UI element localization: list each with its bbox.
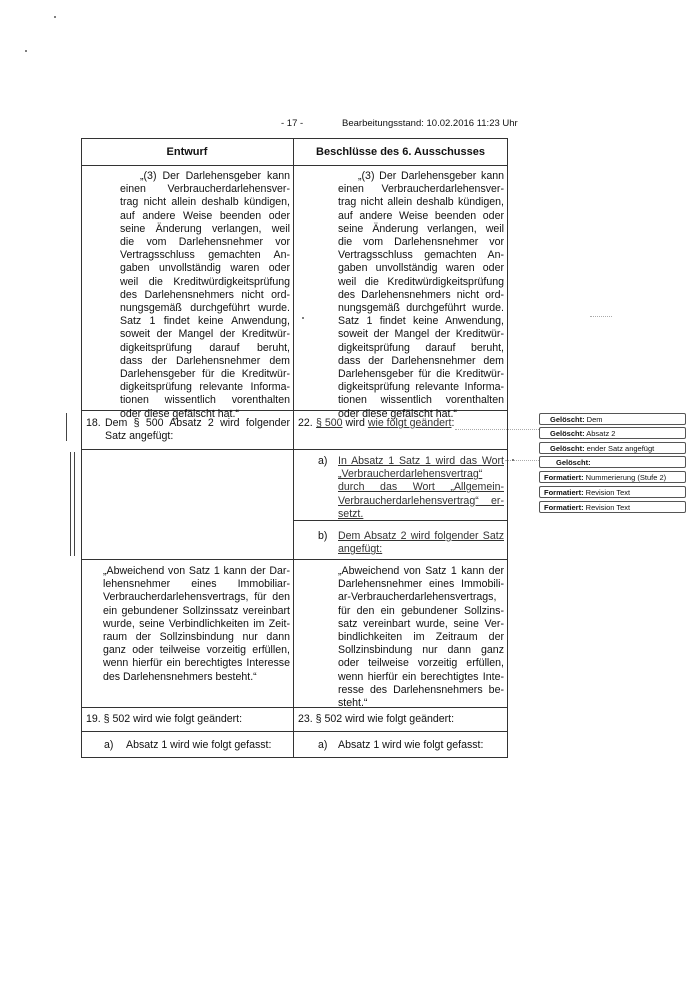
revision-connector (455, 429, 539, 430)
text-line: seine Änderung verlangen, weil (338, 222, 504, 235)
text-line: die vom Darlehensnehmer vor (120, 236, 290, 249)
scan-speck (512, 459, 514, 461)
text-line: Dem Absatz 2 wird folgender Satz (338, 530, 504, 542)
left-item-a-label: a) (104, 739, 114, 751)
text-line: soweit der Mangel der Kreditwür- (120, 328, 290, 341)
text-line: Verbraucherdarlehensvertrags, für den (103, 591, 290, 604)
comment-balloon-deleted-dem[interactable]: Gelöscht: Dem (539, 413, 686, 425)
text-line: digkeitsprüfung darauf beruht, (338, 341, 504, 354)
heading-entwurf: Entwurf (166, 146, 208, 158)
text-line: steht.“ (338, 697, 368, 710)
item-a-label: a) (318, 455, 328, 467)
comment-balloon-formatted-revision[interactable]: Formatiert: Revision Text (539, 501, 686, 513)
row-divider (81, 165, 508, 166)
row-divider (81, 449, 508, 450)
text-line: lehensnehmer eines Immobiliar- (103, 578, 290, 591)
comment-balloon-deleted-absatz[interactable]: Gelöscht: Absatz 2 (539, 427, 686, 439)
edit-status: Bearbeitungsstand: 10.02.2016 11:23 Uhr (342, 118, 518, 129)
text-line: Satz 1 findet keine Anwendung, (338, 315, 504, 328)
comment-balloon-deleted[interactable]: Gelöscht: (539, 456, 686, 468)
text-line: einen Verbraucherdarlehensver- (338, 183, 504, 196)
text-line: des Darlehensnehmers besteht.“ (103, 670, 257, 683)
text-line: „Abweichend von Satz 1 kann der Dar- (103, 565, 290, 577)
item-22-number: 22. (298, 417, 313, 429)
text-line: einen Verbraucherdarlehensver- (120, 183, 290, 196)
item-b-label: b) (318, 530, 328, 542)
left-paragraph-3 (120, 170, 290, 421)
text-line: satz vereinbart wurde, seine Ver- (338, 617, 504, 630)
row-divider (81, 731, 508, 732)
change-bar (70, 452, 71, 556)
text-line: dass der Darlehensnehmer dem (120, 354, 290, 367)
text-line: oder diese gefälscht hat.“ (338, 407, 457, 420)
text-line: „(3) Der Darlehensgeber kann (140, 170, 290, 182)
text-line: oder teilweise vorzeitig erfüllen, (338, 657, 504, 670)
revision-connector (590, 316, 612, 317)
row-divider (81, 559, 508, 560)
item-22-paragraph-ref: § 500 (316, 417, 343, 429)
item-22-text (316, 417, 454, 430)
text-line: Vertragsschluss gemachten An- (120, 249, 290, 262)
item-b-text (338, 530, 504, 556)
text-line: angefügt: (338, 543, 383, 556)
text-line: „(3) Der Darlehensgeber kann (358, 170, 504, 182)
text-line: Darlehensnehmer eines Immobili- (338, 578, 504, 591)
heading-beschluesse: Beschlüsse des 6. Ausschusses (316, 146, 485, 158)
scan-speck (302, 317, 304, 319)
scan-speck (54, 16, 56, 18)
comment-balloon-deleted-satz[interactable]: Gelöscht: ender Satz angefügt (539, 442, 686, 454)
scan-speck (25, 50, 27, 52)
item-22-colon: : (451, 417, 455, 429)
item-18-text-line1: Dem § 500 Absatz 2 wird folgender (105, 417, 290, 429)
right-paragraph-3 (338, 170, 504, 421)
text-line: die vom Darlehensnehmer vor (338, 236, 504, 249)
text-line: Satz 1 findet keine Anwendung, (120, 315, 290, 328)
right-item-a-text: Absatz 1 wird wie folgt gefasst: (338, 739, 484, 751)
left-new-sentence (103, 565, 290, 684)
text-line: ein gebundener Sollzinssatz vereinbart (103, 604, 290, 617)
item-18-text-line2: Satz angefügt: (105, 430, 174, 442)
page-number: - 17 - (281, 118, 304, 129)
item-19-text: 19. § 502 wird wie folgt geändert: (86, 713, 243, 725)
text-line: durch das Wort „Allgemein- (338, 481, 504, 494)
text-line: Darlehensgeber für die Kreditwür- (120, 368, 290, 381)
right-new-sentence (338, 565, 504, 710)
column-divider (293, 138, 294, 758)
item-a-text (338, 455, 504, 521)
text-line: digkeitsprüfung darauf beruht, (120, 341, 290, 354)
left-item-a-text: Absatz 1 wird wie folgt gefasst: (126, 739, 272, 751)
text-line: gaben unvollständig waren oder (120, 262, 290, 275)
text-line: „Abweichend von Satz 1 kann der (338, 565, 504, 577)
text-line: raum der Sollzinsbindung nur dann (103, 631, 290, 644)
text-line: wenn hierfür ein berechtigtes Interesse (103, 657, 290, 670)
text-line: In Absatz 1 Satz 1 wird das Wort (338, 455, 504, 467)
text-line: Vertragsschluss gemachten An- (338, 249, 504, 262)
text-line: des Darlehensnehmers nicht ord- (120, 288, 290, 301)
text-line: ar-Verbraucherdarlehensvertrags, (338, 591, 497, 604)
text-line: nungsgemäß durchgeführt wurde. (120, 302, 290, 315)
text-line: oder diese gefälscht hat.“ (120, 407, 239, 420)
item-18-number: 18. (86, 417, 101, 429)
text-line: resse des Darlehensnehmers be- (338, 683, 504, 696)
text-line: ganz oder teilweise vorzeitig erfüllen, (103, 644, 290, 657)
text-line: des Darlehensnehmers nicht ord- (338, 288, 504, 301)
text-line: trag nicht allein deshalb kündigen, (338, 196, 504, 209)
text-line: digkeitsprüfung relevante Informa- (120, 381, 290, 394)
text-line: digkeitsprüfung relevante Informa- (338, 381, 504, 394)
change-bar (66, 413, 67, 441)
text-line: gaben unvollständig waren oder (338, 262, 504, 275)
text-line: auf andere Weise beenden oder (120, 209, 290, 222)
text-line: seine Änderung verlangen, weil (120, 222, 290, 235)
text-line: wenn hierfür ein berechtigtes Inte- (338, 670, 504, 683)
text-line: „Verbraucherdarlehensvertrag“ (338, 468, 483, 481)
text-line: tionen wissentlich vorenthalten (338, 394, 504, 407)
text-line: weil die Kreditwürdigkeitsprüfung (338, 275, 504, 288)
revision-connector (505, 460, 539, 461)
text-line: weil die Kreditwürdigkeitsprüfung (120, 275, 290, 288)
text-line: bindlichkeiten im Zeitraum der (338, 631, 504, 644)
right-item-a-label: a) (318, 739, 328, 751)
text-line: soweit der Mangel der Kreditwür- (338, 328, 504, 341)
text-line: Verbraucherdarlehensvertrag“ er- (338, 494, 504, 507)
text-line: auf andere Weise beenden oder (338, 209, 504, 222)
text-line: nungsgemäß durchgeführt wurde. (338, 302, 504, 315)
comment-balloon-formatted-revision[interactable]: Formatiert: Revision Text (539, 486, 686, 498)
change-bar (74, 452, 75, 556)
text-line: dass der Darlehensnehmer dem (338, 354, 504, 367)
item-22-inserted-text: wie folgt geändert (367, 417, 452, 429)
item-23-text: 23. § 502 wird wie folgt geändert: (298, 713, 455, 725)
text-line: setzt. (338, 507, 364, 520)
text-line: trag nicht allein deshalb kündigen, (120, 196, 290, 209)
text-line: wurde, seine Verbindlichkeiten im Zeit- (103, 617, 290, 630)
comment-balloon-formatted-numbering[interactable]: Formatiert: Nummerierung (Stufe 2) (539, 471, 686, 483)
text-line: für den ein gebundener Sollzins- (338, 604, 504, 617)
item-22-word: wird (342, 417, 368, 429)
text-line: tionen wissentlich vorenthalten (120, 394, 290, 407)
text-line: Sollzinsbindung nur dann ganz (338, 644, 504, 657)
text-line: Darlehensgeber für die Kreditwür- (338, 368, 504, 381)
